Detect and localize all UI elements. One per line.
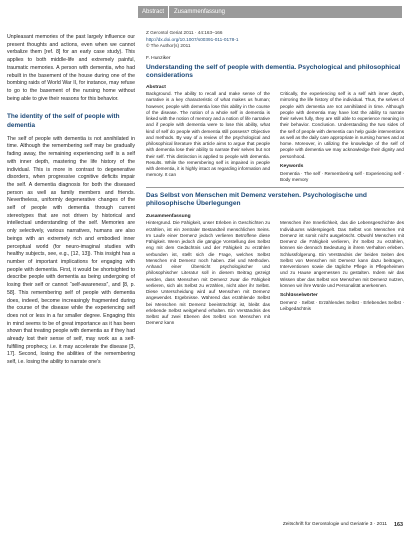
page-number: 163 bbox=[394, 522, 403, 528]
page-footer bbox=[250, 520, 403, 530]
zusammenfassung-text-2: Menschen ihre Innerlichkeit, das die Lebensgeschichte des Individuums widerspiegelt. Das Selbst von Menschen mit Demenz ist somit nicht ausgelöscht. Obwohl Menschen mit Demenz die Fähigkeit verlieren, ihr Selbst zu erzählen, können sie dennoch Bedeutung in ihrem Verhalten erleben. Schlussfolgerung. Ein Verständnis der beiden Seiten des Selbst von Menschen mit Demenz kann dazu beitragen, Interventionen sowie die tägliche Pflege in Pflegeheimen und zu Hause angemessen zu gestalten. Indem wir das Wissen über das Selbst von Menschen mit Demenz nutzen, können wir ihre Würde und Personalität anerkennen. bbox=[280, 220, 404, 288]
copyright: © The Author(s) 2011 bbox=[146, 43, 191, 49]
journal-name: Zeitschrift für Gerontologie und Geriatrie 3 · 2011 bbox=[282, 522, 387, 527]
schluesselwoerter-label: Schlüsselwörter bbox=[280, 293, 318, 299]
zusammenfassung-col-right bbox=[280, 220, 404, 326]
citation: Z Gerontol Geriat 2011 · 44:163–166 bbox=[146, 30, 223, 35]
abstract-column bbox=[146, 30, 404, 327]
abstract-body bbox=[146, 91, 404, 183]
zusammenfassung-label: Zusammenfassung bbox=[146, 213, 191, 219]
left-paragraph-2: The self of people with dementia is not annihilated in time. Although the remembering self may be gradually fading away, the remaining experiencing self is a self with inner depth, mastering the life history of the individual. This is more in contrast to degenerative disorders, when progressive cognitive deficits impair the self. A dementia diagnosis for both the diseased person as well as family members and friends. Nevertheless, uniformly degenerative changes of the self of people with dementia through current stereotypes that are not driven by historical and intellectual understanding of the self. Memories are only selectively, various narratives, humans are also beings with an extremely rich and embodied inner perceptual world (for neuro-imaginal studies with healthy subjects, see, e.g., [12, 13]). This insight has a number of important implications for engaging with people with dementia. First, it would be shortsighted to describe people with dementia as being undergoing of losing their self or cannot “self-awareness”, and [8, p. 58]. This remembering self of people with dementia does, indeed, become increasingly fragmented during the course of the disease while the experiencing self does not or less in a far smaller degree. Engaging this in mind seems to be of great importance as it has been shown that treating people with dementia as if they had already lost their sense of self, may work as a self-fulfilling prophecy, i.e. it may accelerate the disease [3, 17]. Second, losing the abilities of the remembering self, i.e. losing the ability to narrate one’s bbox=[7, 135, 135, 366]
section-heading: The identity of the self of people with dementia bbox=[7, 113, 120, 129]
english-title: Understanding the self of people with dementia. Psychological and philosophical considerations bbox=[146, 63, 401, 80]
schluesselwoerter: Demenz · Selbst · Erzählendes Selbst · Erlebendes Selbst · Leibgedächtnis bbox=[280, 299, 404, 312]
doi-link[interactable]: http://dx.doi.org/10.1007/s00391-011-0178-1 bbox=[146, 36, 239, 42]
zusammenfassung-body bbox=[146, 220, 404, 326]
zusammenfassung-col-left bbox=[146, 220, 270, 326]
abstract-text-1: Background. The ability to recall and make sense of the narrative is a key characteristic of what makes us human; however, people with dementia lose this ability in the course of the disease. The notion of a whole self in dementia is linked with the notion of memory and a notion of life narrative and if people with dementia were to lose this ability, what kind of self do people with dementia still possess? Objective and methods. By way of a review of the psychological and philosophical literature this article aims to argue that people with dementia lose their ability to narrate their selves but not their self. This distinction is applied to people with dementia. Results. While the remembering self is impaired in people with dementia, it is highly intact as regarding information and memory. It can bbox=[146, 91, 270, 178]
keywords: Dementia · The self · Remembering self · Experiencing self · Body memory bbox=[280, 170, 404, 182]
german-title: Das Selbst von Menschen mit Demenz verstehen. Psychologische und philosophische Überlegungen bbox=[146, 192, 367, 208]
divider bbox=[146, 187, 404, 188]
abstract-label: Abstract bbox=[146, 84, 166, 90]
left-column bbox=[7, 34, 135, 367]
abstract-col-right bbox=[280, 91, 404, 183]
left-paragraph-1: Unpleasant memories of the past largely influence our present thoughts and actions, even when we cannot verbalize them [ref. 8] for an early case study). This applies to both middle-life and extremely painful, traumatic memories. A person with dementia, who had rebuilt in the basement of the house during one of the bombing raids of World War II, for instance, may refuse to go to the basement of the nursing home without being able to give their reasons for this behavior. bbox=[7, 34, 135, 102]
abstract-text-2: Critically, the experiencing self is a self with inner depth, mirroring the life history of the individual. Thus, the selves of people with dementia are not annihilated in time. Although people with dementia may have lost the ability to narrate their selves fully, they are still able to experience meaning in their behavior. Conclusion. Understanding the two sides of the self of people with dementia can help guide interventions as well as the daily care appropriate in nursing homes and at home. Moreover, in utilizing the knowledge of the self of people with dementia we may acknowledge their dignity and personhood. bbox=[280, 91, 404, 159]
abstract-header-bar bbox=[138, 6, 402, 18]
zusammenfassung-text-1: Hintergrund. Die Fähigkeit, unser Erleben in Geschichten zu erzählen, ist ein zentraler Bestandteil menschlichen Seins. Im Laufe einer Demenz jedoch verlieren Betroffene diese Fähigkeit. Wenn jedoch die gängige Vorstellung des Selbst eng mit dem Gedächtnis und der Fähigkeit zu erzählen verbunden ist, stellt sich die Frage, welches Selbst Menschen mit Demenz noch haben. Ziel und Methoden. Anhand einer Übersicht psychologischer und philosophischer Literatur soll in diesem Beitrag gezeigt werden, dass Menschen mit Demenz zwar die Fähigkeit verlieren, sich als Selbst zu erzählen, nicht aber ihr Selbst. Diese Unterscheidung wird auf Menschen mit Demenz angewendet. Ergebnisse. Während das erzählende Selbst bei Menschen mit Demenz beeinträchtigt ist, bleibt das erlebende Selbst weitgehend erhalten. Ein Verständnis des Selbst auf zwei Ebenen des Selbst von Menschen mit Demenz kann bbox=[146, 220, 270, 326]
header-abstract-label: Abstract bbox=[142, 9, 165, 15]
author: F. Hunziker bbox=[146, 55, 171, 61]
header-zusammenfassung-label: Zusammenfassung bbox=[174, 9, 226, 15]
header-divider bbox=[168, 6, 169, 18]
keywords-label: Keywords bbox=[280, 163, 304, 169]
abstract-col-left bbox=[146, 91, 270, 183]
